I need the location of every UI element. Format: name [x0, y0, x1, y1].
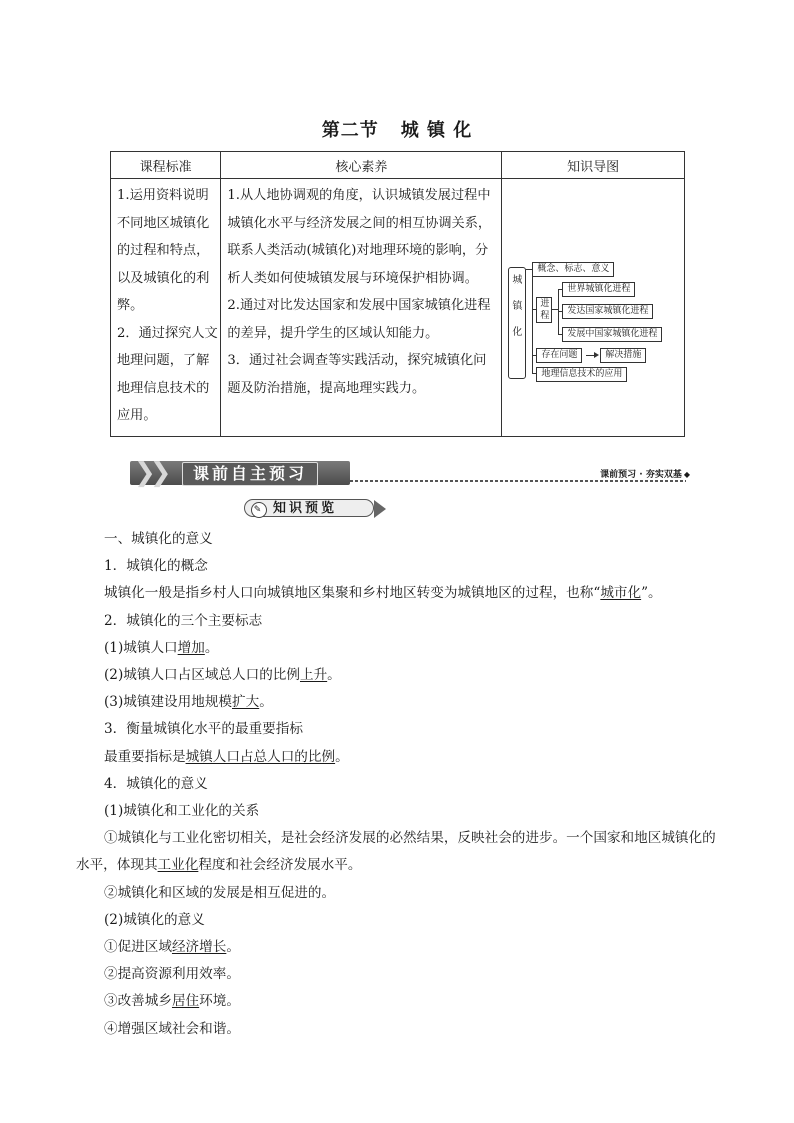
mindmap-cell — [502, 179, 685, 437]
mindmap-solution: 解决措施 — [600, 348, 646, 363]
subheading: (1)城镇化和工业化的关系 — [104, 803, 260, 820]
pencil-icon: ✎ — [251, 502, 267, 518]
literacy-item: 3．通过社会调查等实践活动，探究城镇化问题及防治措施，提高地理实践力。 — [227, 353, 487, 396]
header-literacy: 核心素养 — [221, 152, 502, 179]
literacy-item: 1.从人地协调观的角度，认识城镇发展过程中城镇化水平与经济发展之间的相互协调关系，联系人类活动(城镇化)对地理环境的影响，分析人类如何使城镇发展与环境保护相协调。 — [227, 188, 492, 286]
answer-underline: 经济增长 — [171, 939, 227, 956]
answer-underline: 增加 — [177, 639, 205, 656]
paragraph: 最重要指标是城镇人口占总人口的比例。 — [104, 748, 349, 765]
mindmap-problem: 存在问题 — [536, 348, 582, 363]
main-content — [76, 526, 726, 1043]
banner-divider — [350, 480, 686, 482]
standard-item: 2．通过探究人文地理问题，了解地理信息技术的应用。 — [117, 325, 218, 423]
heading-1: 一、城镇化的意义 — [104, 531, 213, 547]
answer-underline: 居住 — [171, 993, 200, 1010]
curriculum-table — [110, 151, 685, 437]
list-item: ①促进区域经济增长。 — [104, 939, 240, 956]
double-chevron-icon: ❯❯ — [134, 458, 166, 488]
mindmap-process-world: 世界城镇化进程 — [562, 282, 635, 297]
header-standards: 课程标准 — [111, 152, 221, 179]
header-mindmap: 知识导图 — [502, 152, 685, 179]
banner-title: 课前自主预习 — [182, 462, 318, 486]
banner-subtitle: 课前预习 · 夯实双基 ◆ — [594, 467, 692, 480]
arrow-icon — [594, 352, 599, 358]
diamond-icon: ◆ — [683, 470, 690, 479]
answer-underline: 城镇人口占总人口的比例 — [185, 748, 336, 765]
section-topic: 城 镇 化 — [400, 120, 473, 141]
subheading: (2)城镇化的意义 — [104, 911, 205, 928]
answer-underline: 上升 — [299, 667, 328, 684]
list-item: ②提高资源利用效率。 — [104, 966, 240, 983]
standards-cell — [111, 179, 221, 437]
mindmap-concept: 概念、标志、意义 — [532, 262, 614, 277]
literacy-item: 2.通过对比发达国家和发展中国家城镇化进程的差异，提升学生的区域认知能力。 — [227, 298, 491, 341]
list-item: (2)城镇人口占区域总人口的比例上升。 — [104, 667, 341, 684]
page-title — [0, 116, 794, 142]
mindmap-process: 进程 — [536, 297, 552, 323]
subsection-title: 知识预览 — [273, 501, 338, 516]
list-item: (3)城镇建设用地规模扩大。 — [104, 694, 273, 711]
mindmap-process-developing: 发展中国家城镇化进程 — [562, 327, 662, 342]
answer-underline: 城市化 — [600, 585, 642, 602]
subheading: 3．衡量城镇化水平的最重要指标 — [104, 721, 303, 738]
mindmap-root: 城镇化 — [508, 267, 526, 379]
answer-underline: 扩大 — [232, 694, 260, 711]
list-item: ③改善城乡居住环境。 — [104, 993, 240, 1010]
standard-item: 1.运用资料说明不同地区城镇化的过程和特点，以及城镇化的利弊。 — [117, 188, 210, 313]
paragraph: ②城镇化和区域的发展是相互促进的。 — [104, 884, 336, 901]
section-number: 第二节 — [321, 120, 379, 141]
mindmap-process-developed: 发达国家城镇化进程 — [562, 304, 653, 319]
paragraph: 城镇化一般是指乡村人口向城镇地区集聚和乡村地区转变为城镇地区的过程，也称“城市化”。 — [104, 585, 662, 602]
subheading: 4．城镇化的意义 — [104, 775, 208, 792]
list-item: (1)城镇人口增加。 — [104, 639, 219, 656]
literacy-cell — [221, 179, 502, 437]
arrow-right-icon — [374, 500, 386, 518]
paragraph: ①城镇化与工业化密切相关，是社会经济发展的必然结果，反映社会的进步。一个国家和地区城镇化的水平，体现其工业化程度和社会经济发展水平。 — [76, 830, 716, 874]
section-banner — [130, 458, 692, 488]
list-item: ④增强区域社会和谐。 — [104, 1020, 240, 1037]
answer-underline: 工业化 — [157, 857, 199, 874]
subheading: 1．城镇化的概念 — [104, 558, 208, 575]
knowledge-mindmap — [502, 179, 684, 419]
subheading: 2．城镇化的三个主要标志 — [104, 612, 263, 629]
mindmap-tech: 地理信息技术的应用 — [536, 367, 627, 382]
